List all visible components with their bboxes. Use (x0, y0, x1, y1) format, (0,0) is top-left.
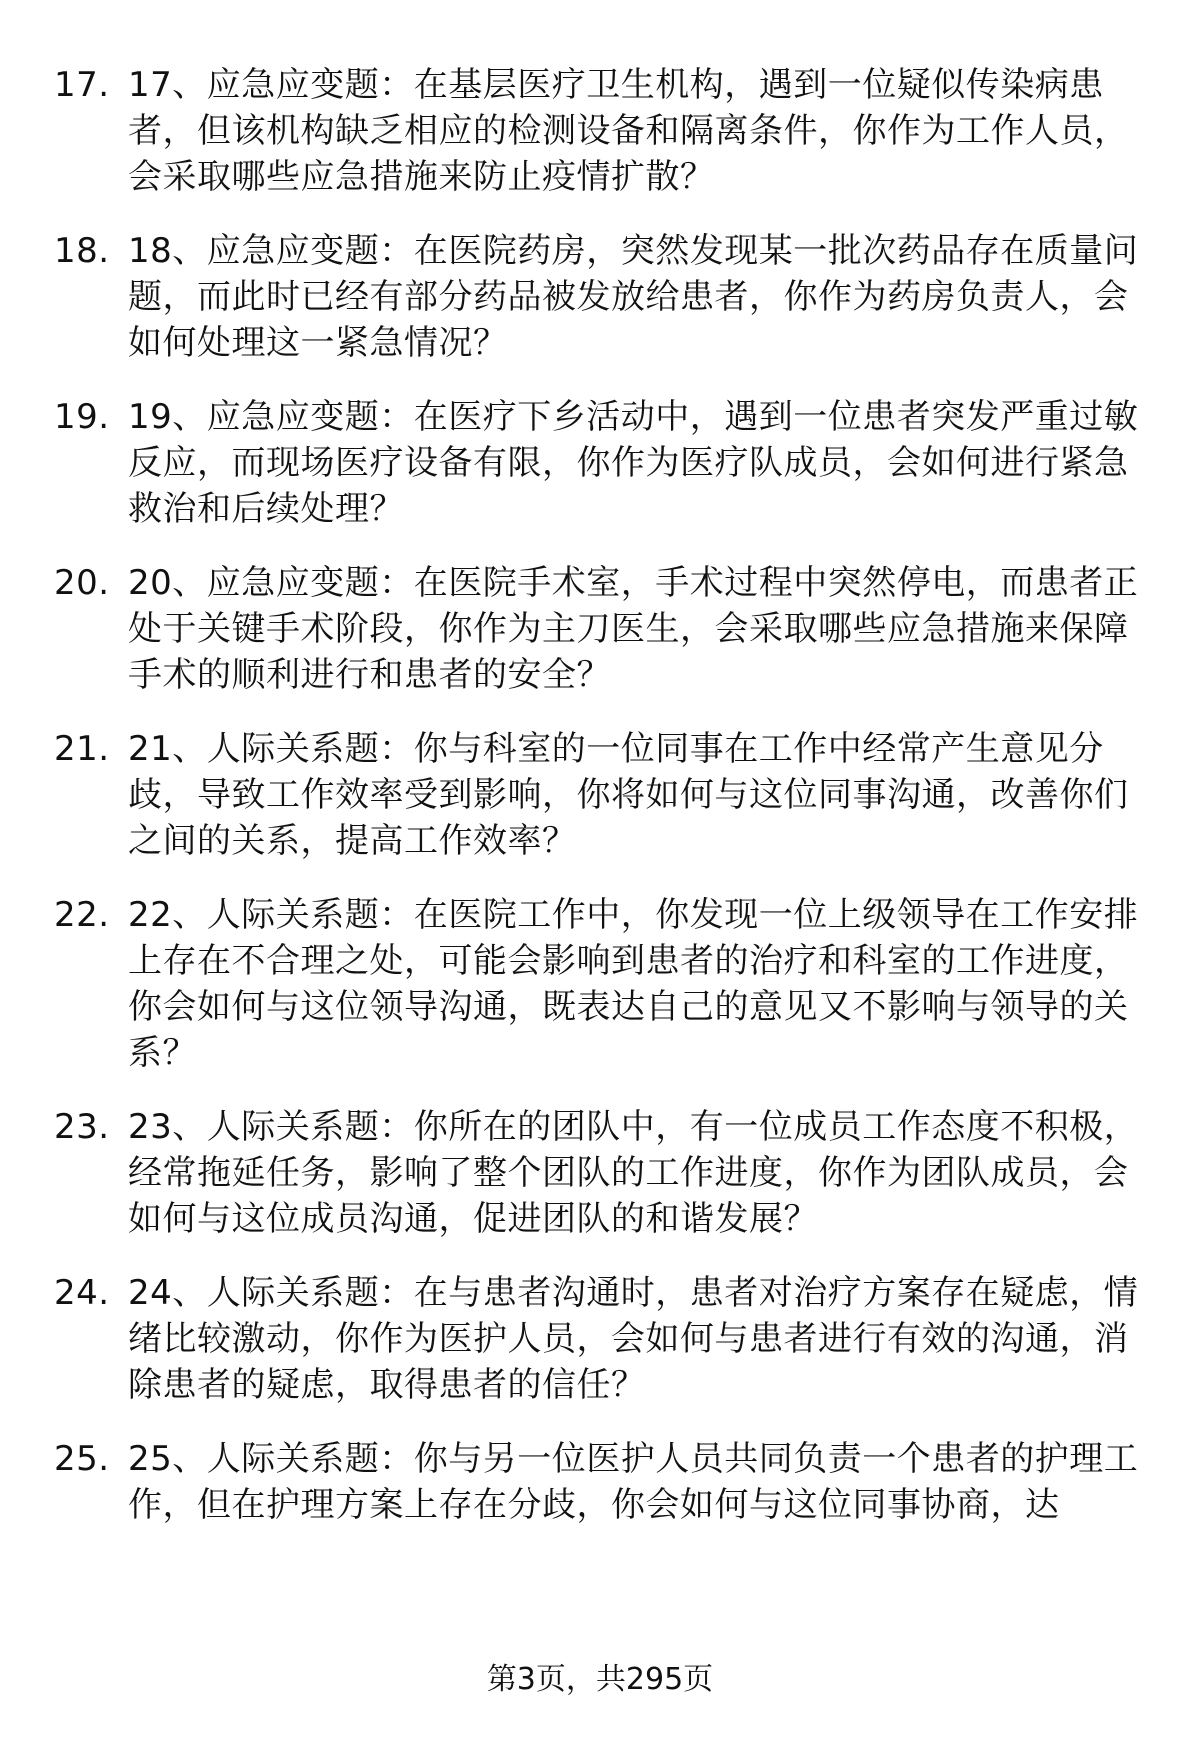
question-item-21 (0, 726, 1200, 864)
question-number: 20. (54, 563, 110, 603)
question-number: 19. (54, 397, 110, 437)
question-text: 19、应急应变题：在医疗下乡活动中，遇到一位患者突发严重过敏反应，而现场医疗设备有限，你作为医疗队成员，会如何进行紧急救治和后续处理？ (128, 397, 1139, 529)
question-item-22 (0, 892, 1200, 1076)
question-item-25 (0, 1436, 1200, 1528)
question-text: 17、应急应变题：在基层医疗卫生机构，遇到一位疑似传染病患者，但该机构缺乏相应的检测设备和隔离条件，你作为工作人员，会采取哪些应急措施来防止疫情扩散？ (128, 65, 1129, 197)
question-item-19 (0, 394, 1200, 532)
question-text: 20、应急应变题：在医院手术室，手术过程中突然停电，而患者正处于关键手术阶段，你作为主刀医生，会采取哪些应急措施来保障手术的顺利进行和患者的安全？ (128, 563, 1139, 695)
page-footer: 第3页，共295页 (486, 1662, 714, 1697)
question-text: 21、人际关系题：你与科室的一位同事在工作中经常产生意见分歧，导致工作效率受到影响，你将如何与这位同事沟通，改善你们之间的关系，提高工作效率？ (128, 729, 1129, 861)
question-list (0, 62, 1200, 1556)
question-item-20 (0, 560, 1200, 698)
question-number: 24. (54, 1273, 110, 1313)
question-text: 22、人际关系题：在医院工作中，你发现一位上级领导在工作安排上存在不合理之处，可能会影响到患者的治疗和科室的工作进度，你会如何与这位领导沟通，既表达自己的意见又不影响与领导的关系？ (128, 895, 1139, 1073)
question-item-24 (0, 1270, 1200, 1408)
question-number: 21. (54, 729, 110, 769)
question-item-17 (0, 62, 1200, 200)
question-item-18 (0, 228, 1200, 366)
question-number: 18. (54, 231, 110, 271)
question-number: 22. (54, 895, 110, 935)
question-number: 17. (54, 65, 110, 105)
question-number: 23. (54, 1107, 110, 1147)
question-number: 25. (54, 1439, 110, 1479)
question-text: 24、人际关系题：在与患者沟通时，患者对治疗方案存在疑虑，情绪比较激动，你作为医护人员，会如何与患者进行有效的沟通，消除患者的疑虑，取得患者的信任？ (128, 1273, 1139, 1405)
question-text: 18、应急应变题：在医院药房，突然发现某一批次药品存在质量问题，而此时已经有部分药品被发放给患者，你作为药房负责人，会如何处理这一紧急情况？ (128, 231, 1139, 363)
question-item-23 (0, 1104, 1200, 1242)
question-text: 25、人际关系题：你与另一位医护人员共同负责一个患者的护理工作，但在护理方案上存在分歧，你会如何与这位同事协商，达 (128, 1439, 1139, 1525)
question-text: 23、人际关系题：你所在的团队中，有一位成员工作态度不积极，经常拖延任务，影响了整个团队的工作进度，你作为团队成员，会如何与这位成员沟通，促进团队的和谐发展？ (128, 1107, 1139, 1239)
